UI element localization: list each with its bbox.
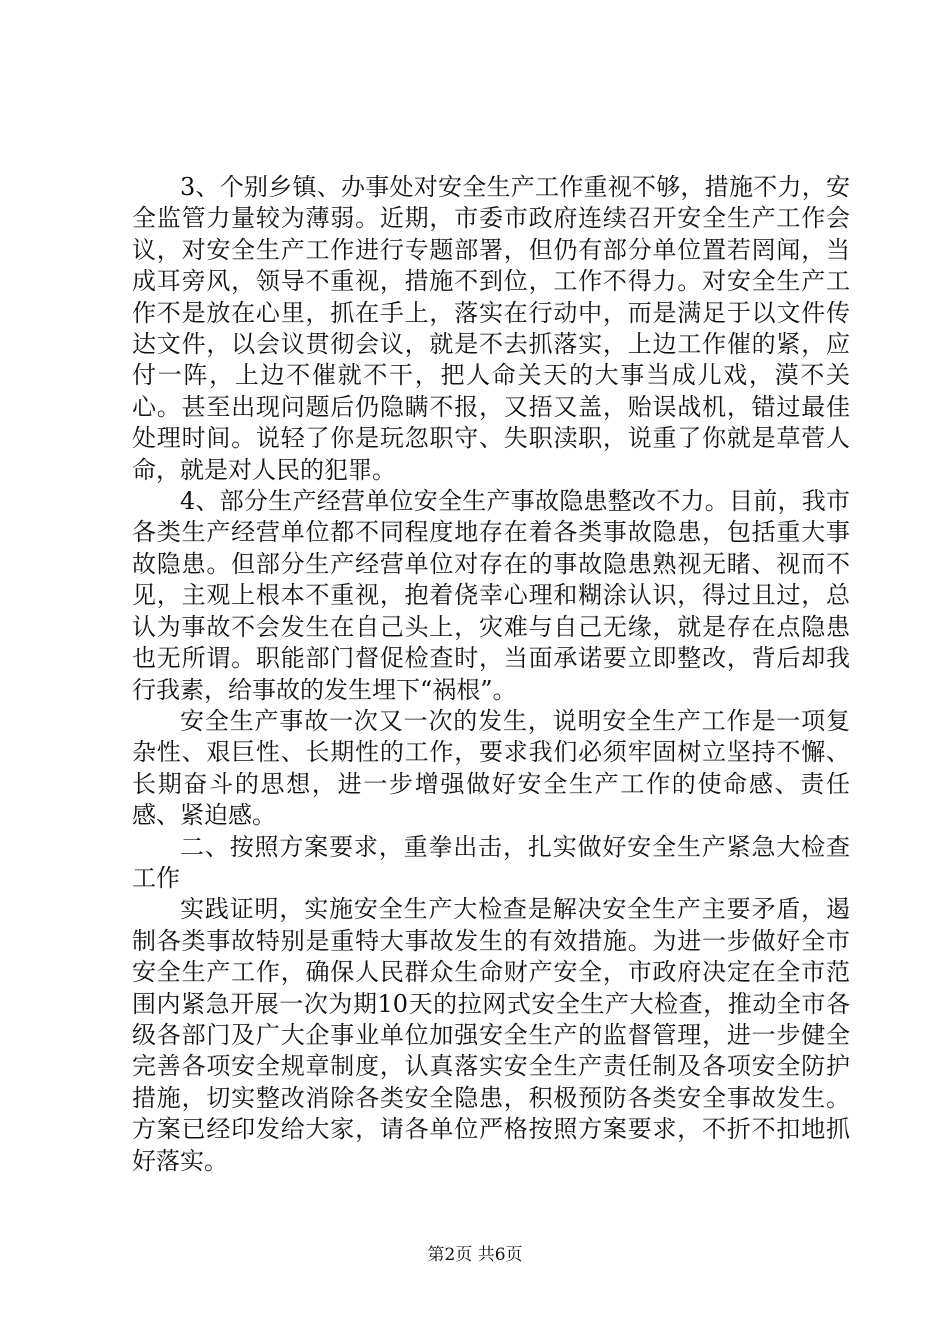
- section-heading-2: 二、按照方案要求，重拳出击，扎实做好安全生产紧急大检查工作: [132, 832, 850, 892]
- paragraph-inspection: 实践证明，实施安全生产大检查是解决安全生产主要矛盾，遏制各类事故特别是重特大事故发生的有效措施。为进一步做好全市安全生产工作，确保人民群众生命财产安全，市政府决定在全市范围内紧急开展一次为期10天的拉网式安全生产大检查，推动全市各级各部门及广大企事业单位加强安全生产的监督管理，进一步健全完善各项安全规章制度，认真落实安全生产责任制及各项安全防护措施，切实整改消除各类安全隐患，积极预防各类安全事故发生。方案已经印发给大家，请各单位严格按照方案要求，不折不扣地抓好落实。: [132, 895, 850, 1175]
- paragraph-summary: 安全生产事故一次又一次的发生，说明安全生产工作是一项复杂性、艰巨性、长期性的工作，要求我们必须牢固树立坚持不懈、长期奋斗的思想，进一步增强做好安全生产工作的使命感、责任感、紧迫感。: [132, 706, 850, 830]
- paragraph-point-3: 3、个别乡镇、办事处对安全生产工作重视不够，措施不力，安全监管力量较为薄弱。近期，市委市政府连续召开安全生产工作会议，对安全生产工作进行专题部署，但仍有部分单位置若罔闻，当成耳旁风，领导不重视，措施不到位，工作不得力。对安全生产工作不是放在心里，抓在手上，落实在行动中，而是满足于以文件传达文件，以会议贯彻会议，就是不去抓落实，上边工作催的紧，应付一阵，上边不催就不干，把人命关天的大事当成儿戏，漠不关心。甚至出现问题后仍隐瞒不报，又捂又盖，贻误战机，错过最佳处理时间。说轻了你是玩忽职守、失职渎职，说重了你就是草菅人命，就是对人民的犯罪。: [132, 173, 850, 484]
- document-body: [132, 172, 850, 1177]
- page-number-footer: 第2页 共6页: [427, 1245, 523, 1265]
- paragraph-point-4: 4、部分生产经营单位安全生产事故隐患整改不力。目前，我市各类生产经营单位都不同程度地存在着各类事故隐患，包括重大事故隐患。但部分生产经营单位对存在的事故隐患熟视无睹、视而不见，主观上根本不重视，抱着侥幸心理和糊涂认识，得过且过，总认为事故不会发生在自己头上，灾难与自己无缘，就是存在点隐患也无所谓。职能部门督促检查时，当面承诺要立即整改，背后却我行我素，给事故的发生埋下“祸根”。: [132, 487, 850, 704]
